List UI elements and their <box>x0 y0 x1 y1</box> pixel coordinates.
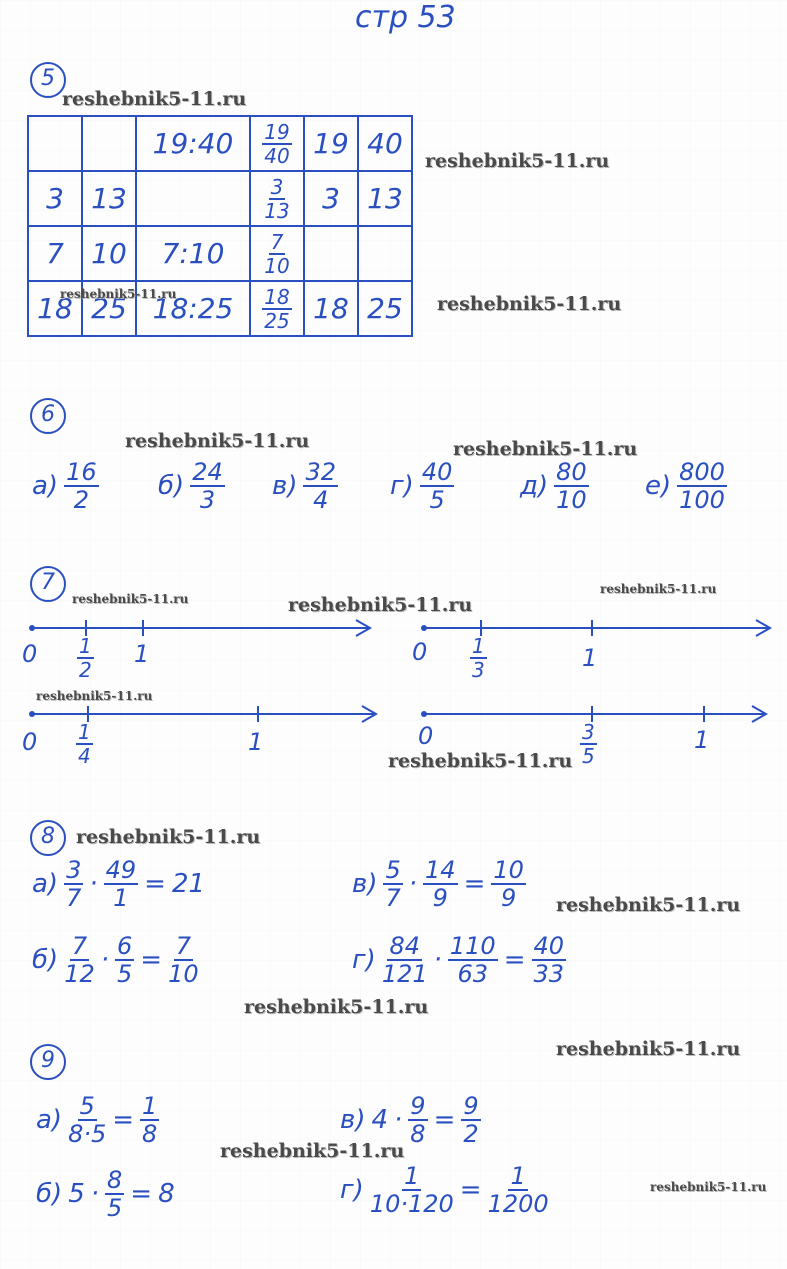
table-cell: 18:25 <box>136 281 250 336</box>
task-8-number: 8 <box>30 820 66 856</box>
number-line-2-one: 1 <box>582 644 598 672</box>
watermark: reshebnik5-11.ru <box>288 594 473 616</box>
task-6-number: 6 <box>30 398 66 434</box>
task-6-item-b: б) $\frac{24}{3}$ <box>158 458 223 514</box>
number-line-4-origin <box>421 711 427 717</box>
watermark: reshebnik5-11.ru <box>556 1038 741 1060</box>
watermark: reshebnik5-11.ru <box>556 894 741 916</box>
number-line-2-zero: 0 <box>412 638 428 666</box>
table-row <box>28 116 412 171</box>
task-9-a: а) $\frac{5}{8\cdot 5}$ = $\frac{1}{8}$ <box>36 1092 158 1148</box>
task-9-number: 9 <box>30 1044 66 1080</box>
task-8-g: г) $\frac{84}{121}$ · $\frac{110}{63}$ = $\frac{40}{33}$ <box>352 932 565 988</box>
number-line-3-origin <box>29 711 35 717</box>
fraction: $\frac{800}{100}$ <box>679 458 725 514</box>
task-6-item-v: в) $\frac{32}{4}$ <box>272 458 337 514</box>
table-cell <box>358 226 412 281</box>
fraction: $\frac{16}{2}$ <box>66 458 97 514</box>
fraction: $\frac{7}{10}$ <box>168 932 199 988</box>
watermark: reshebnik5-11.ru <box>650 1180 767 1194</box>
watermark: reshebnik5-11.ru <box>600 582 717 596</box>
fraction: $\frac{110}{63}$ <box>449 932 496 988</box>
task-8-v: в) $\frac{5}{7}$ · $\frac{14}{9}$ = $\frac{10}{9}$ <box>352 856 524 912</box>
task-6-item-d: д) $\frac{80}{10}$ <box>520 458 587 514</box>
watermark: reshebnik5-11.ru <box>220 1140 405 1162</box>
task-6-item-a: а) $\frac{16}{2}$ <box>32 458 97 514</box>
number-line-3-one: 1 <box>248 728 264 756</box>
watermark: reshebnik5-11.ru <box>125 430 310 452</box>
watermark: reshebnik5-11.ru <box>453 438 638 460</box>
task-8-b: б) $\frac{7}{12}$ · $\frac{6}{5}$ = $\frac{7}{10}$ <box>32 932 199 988</box>
fraction: $\frac{19}{40}$ <box>264 119 290 168</box>
fraction: $\frac{14}{9}$ <box>425 856 456 912</box>
number-line-3-zero: 0 <box>22 728 38 756</box>
watermark: reshebnik5-11.ru <box>62 88 247 110</box>
fraction: $\frac{3}{13}$ <box>264 174 290 223</box>
number-line-1-origin <box>29 625 35 631</box>
number-line-4-one: 1 <box>694 726 710 754</box>
number-line-1-fraction: $\frac{1}{2}$ <box>79 634 92 682</box>
table-cell: 18 <box>28 281 82 336</box>
table-cell: 13 <box>358 171 412 226</box>
fraction: $\frac{1}{8}$ <box>142 1092 158 1148</box>
table-cell: 10 <box>82 226 136 281</box>
table-cell: 19 <box>304 116 358 171</box>
task-9-b: б) 5 · $\frac{8}{5}$ = 8 <box>36 1166 175 1222</box>
watermark: reshebnik5-11.ru <box>36 689 153 703</box>
watermark: reshebnik5-11.ru <box>425 150 610 172</box>
page-header: стр 53 <box>355 0 456 35</box>
table-cell: 19:40 <box>136 116 250 171</box>
table-cell <box>28 116 82 171</box>
task-5-number: 5 <box>30 62 66 98</box>
watermark: reshebnik5-11.ru <box>72 592 189 606</box>
watermark: reshebnik5-11.ru <box>437 293 622 315</box>
fraction: $\frac{40}{33}$ <box>533 932 565 988</box>
table-cell <box>82 116 136 171</box>
table-cell: 40 <box>358 116 412 171</box>
number-line-2-origin <box>421 625 427 631</box>
table-cell <box>250 171 304 226</box>
table-cell <box>250 281 304 336</box>
fraction: $\frac{10}{9}$ <box>493 856 524 912</box>
fraction: $\frac{80}{10}$ <box>556 458 587 514</box>
watermark: reshebnik5-11.ru <box>388 750 573 772</box>
number-line-2-fraction: $\frac{1}{3}$ <box>472 634 485 682</box>
fraction: $\frac{9}{2}$ <box>463 1092 479 1148</box>
fraction: $\frac{5}{8\cdot 5}$ <box>68 1092 107 1148</box>
number-line-1-zero: 0 <box>22 640 38 668</box>
task-5-table <box>27 115 413 337</box>
fraction: $\frac{1}{10\cdot 120}$ <box>369 1162 454 1218</box>
fraction: $\frac{5}{7}$ <box>385 856 401 912</box>
fraction: $\frac{7}{10}$ <box>264 229 290 278</box>
table-cell: 25 <box>82 281 136 336</box>
fraction: $\frac{8}{5}$ <box>107 1166 123 1222</box>
task-8-a: а) $\frac{3}{7}$ · $\frac{49}{1}$ = 21 <box>32 856 206 912</box>
watermark: reshebnik5-11.ru <box>76 826 261 848</box>
table-cell: 13 <box>82 171 136 226</box>
table-cell <box>304 226 358 281</box>
table-cell: 3 <box>28 171 82 226</box>
number-line-4-zero: 0 <box>418 722 434 750</box>
watermark: reshebnik5-11.ru <box>60 287 177 301</box>
task-7-number: 7 <box>30 566 66 602</box>
table-cell <box>250 226 304 281</box>
table-row <box>28 226 412 281</box>
table-cell: 18 <box>304 281 358 336</box>
table-cell: 7 <box>28 226 82 281</box>
table-cell: 7:10 <box>136 226 250 281</box>
number-line-3-fraction: $\frac{1}{4}$ <box>78 720 91 768</box>
task-6-item-g: г) $\frac{40}{5}$ <box>390 458 453 514</box>
table-cell <box>136 171 250 226</box>
task-9-v: в) 4 · $\frac{9}{8}$ = $\frac{9}{2}$ <box>340 1092 479 1148</box>
fraction: $\frac{24}{3}$ <box>192 458 223 514</box>
fraction: $\frac{40}{5}$ <box>421 458 453 514</box>
number-lines <box>0 610 787 770</box>
table-cell: 25 <box>358 281 412 336</box>
task-9-g: г) $\frac{1}{10\cdot 120}$ = $\frac{1}{1200}$ <box>340 1162 549 1218</box>
watermark: reshebnik5-11.ru <box>244 996 429 1018</box>
fraction: $\frac{84}{121}$ <box>381 932 428 988</box>
fraction: $\frac{3}{7}$ <box>66 856 82 912</box>
fraction: $\frac{1}{1200}$ <box>487 1162 549 1218</box>
task-6-item-e: е) $\frac{800}{100}$ <box>645 458 725 514</box>
table-row <box>28 171 412 226</box>
fraction: $\frac{49}{1}$ <box>105 856 137 912</box>
fraction: $\frac{9}{8}$ <box>410 1092 426 1148</box>
table-cell <box>250 116 304 171</box>
fraction: $\frac{7}{12}$ <box>64 932 95 988</box>
number-line-4-fraction: $\frac{3}{5}$ <box>582 720 595 768</box>
number-line-1-one: 1 <box>134 640 150 668</box>
table-cell: 3 <box>304 171 358 226</box>
fraction: $\frac{32}{4}$ <box>305 458 337 514</box>
fraction: $\frac{18}{25}$ <box>264 284 290 333</box>
fraction: $\frac{6}{5}$ <box>117 932 133 988</box>
